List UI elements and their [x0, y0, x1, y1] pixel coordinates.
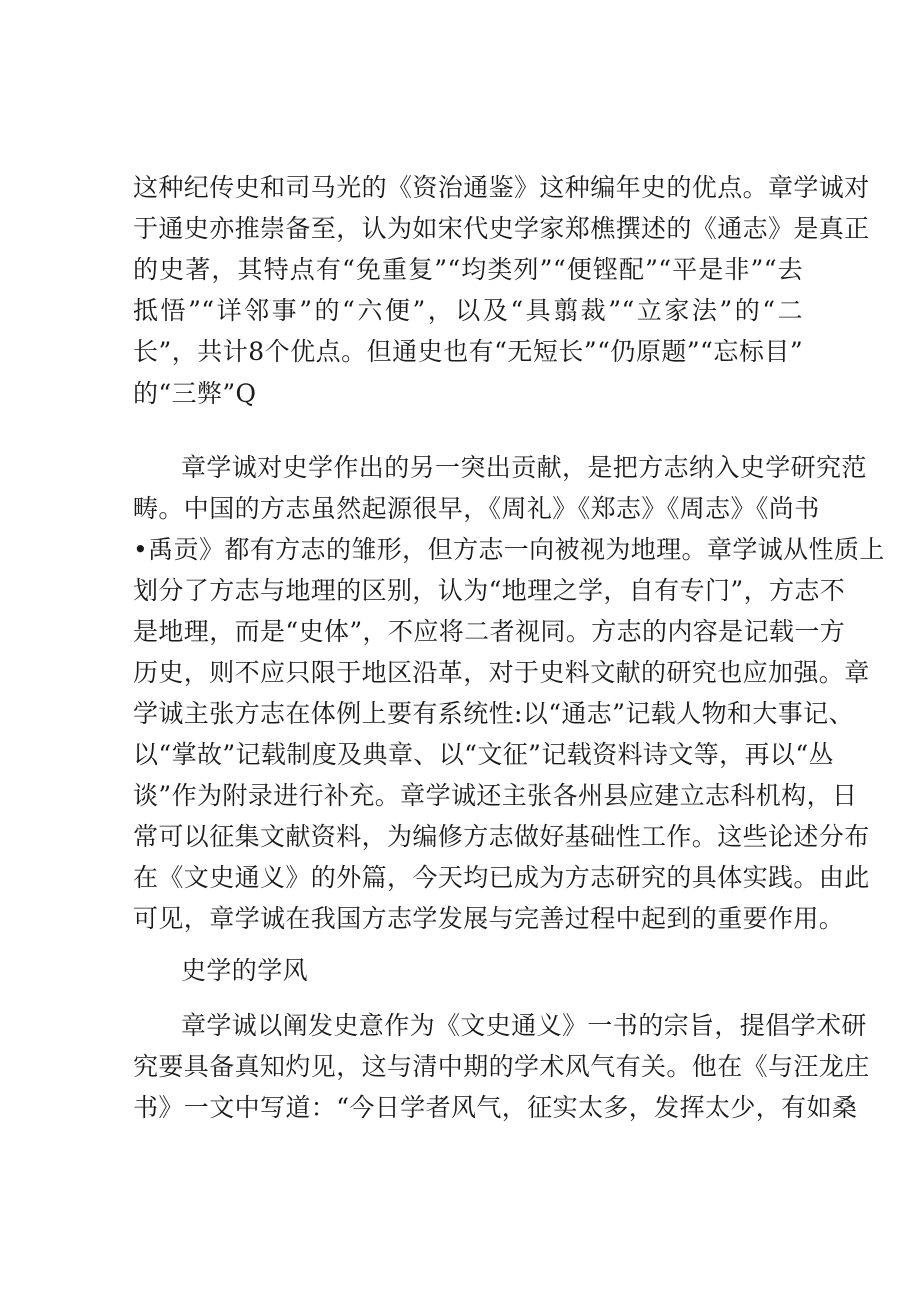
paragraph-2-line-3: •禹贡》都有方志的雏形，但方志一向被视为地理。章学诚从性质上 [133, 535, 885, 564]
paragraph-2-line-5: 是地理，而是“史体”，不应将二者视同。方志的内容是记载一方 [133, 617, 846, 646]
paragraph-2-line-4: 划分了方志与地理的区别，认为“地理之学，自有专门”，方志不 [133, 576, 846, 605]
paragraph-2-line-9: 谈”作为附录进行补充。章学诚还主张各州县应建立志科机构，日 [133, 781, 858, 810]
paragraph-1-line-3: 的史著，其特点有“免重复”“均类列”“便铿配”“平是非”“去 [133, 255, 803, 284]
paragraph-3-line-1: 章学诚以阐发史意作为《文史通义》一书的宗旨，提倡学术研 [181, 1011, 867, 1040]
paragraph-2-line-12: 可见，章学诚在我国方志学发展与完善过程中起到的重要作用。 [133, 904, 845, 933]
paragraph-2-line-2: 畴。中国的方志虽然起源很早，《周礼》《郑志》《周志》《尚书 [133, 494, 820, 523]
paragraph-2-line-6: 历史，则不应只限于地区沿革，对于史料文献的研究也应加强。章 [133, 658, 870, 687]
paragraph-1-line-5: 长”，共计8个优点。但通史也有“无短长”“仍原题”“忘标目” [133, 337, 803, 366]
paragraph-3-line-2: 究要具备真知灼见，这与清中期的学术风气有关。他在《与汪龙庄 [133, 1052, 870, 1081]
paragraph-2-line-8: 以“掌故”记载制度及典章、以“文征”记载资料诗文等，再以“丛 [133, 740, 834, 769]
paragraph-2-line-1: 章学诚对史学作出的另一突出贡献，是把方志纳入史学研究范 [181, 453, 867, 482]
paragraph-1-line-6: 的“三弊”Q [133, 379, 257, 408]
paragraph-2-line-10: 常可以征集文献资料，为编修方志做好基础性工作。这些论述分布 [133, 822, 870, 851]
paragraph-1-line-4: 抵悟”“详邻事”的“六便”，以及“具翦裁”“立家法”的“二 [133, 296, 803, 325]
paragraph-3-line-3: 书》一文中写道：“今日学者风气，征实太多，发挥太少，有如桑 [133, 1093, 858, 1122]
paragraph-1-line-1: 这种纪传史和司马光的《资治通鉴》这种编年史的优点。章学诚对 [133, 173, 870, 202]
paragraph-2-line-11: 在《文史通义》的外篇，今天均已成为方志研究的具体实践。由此 [133, 863, 870, 892]
section-heading: 史学的学风 [181, 956, 309, 985]
paragraph-1-line-2: 于通史亦推崇备至，认为如宋代史学家郑樵撰述的《通志》是真正 [133, 214, 870, 243]
paragraph-2-line-7: 学诚主张方志在体例上要有系统性:以“通志”记载人物和大事记、 [133, 699, 854, 728]
